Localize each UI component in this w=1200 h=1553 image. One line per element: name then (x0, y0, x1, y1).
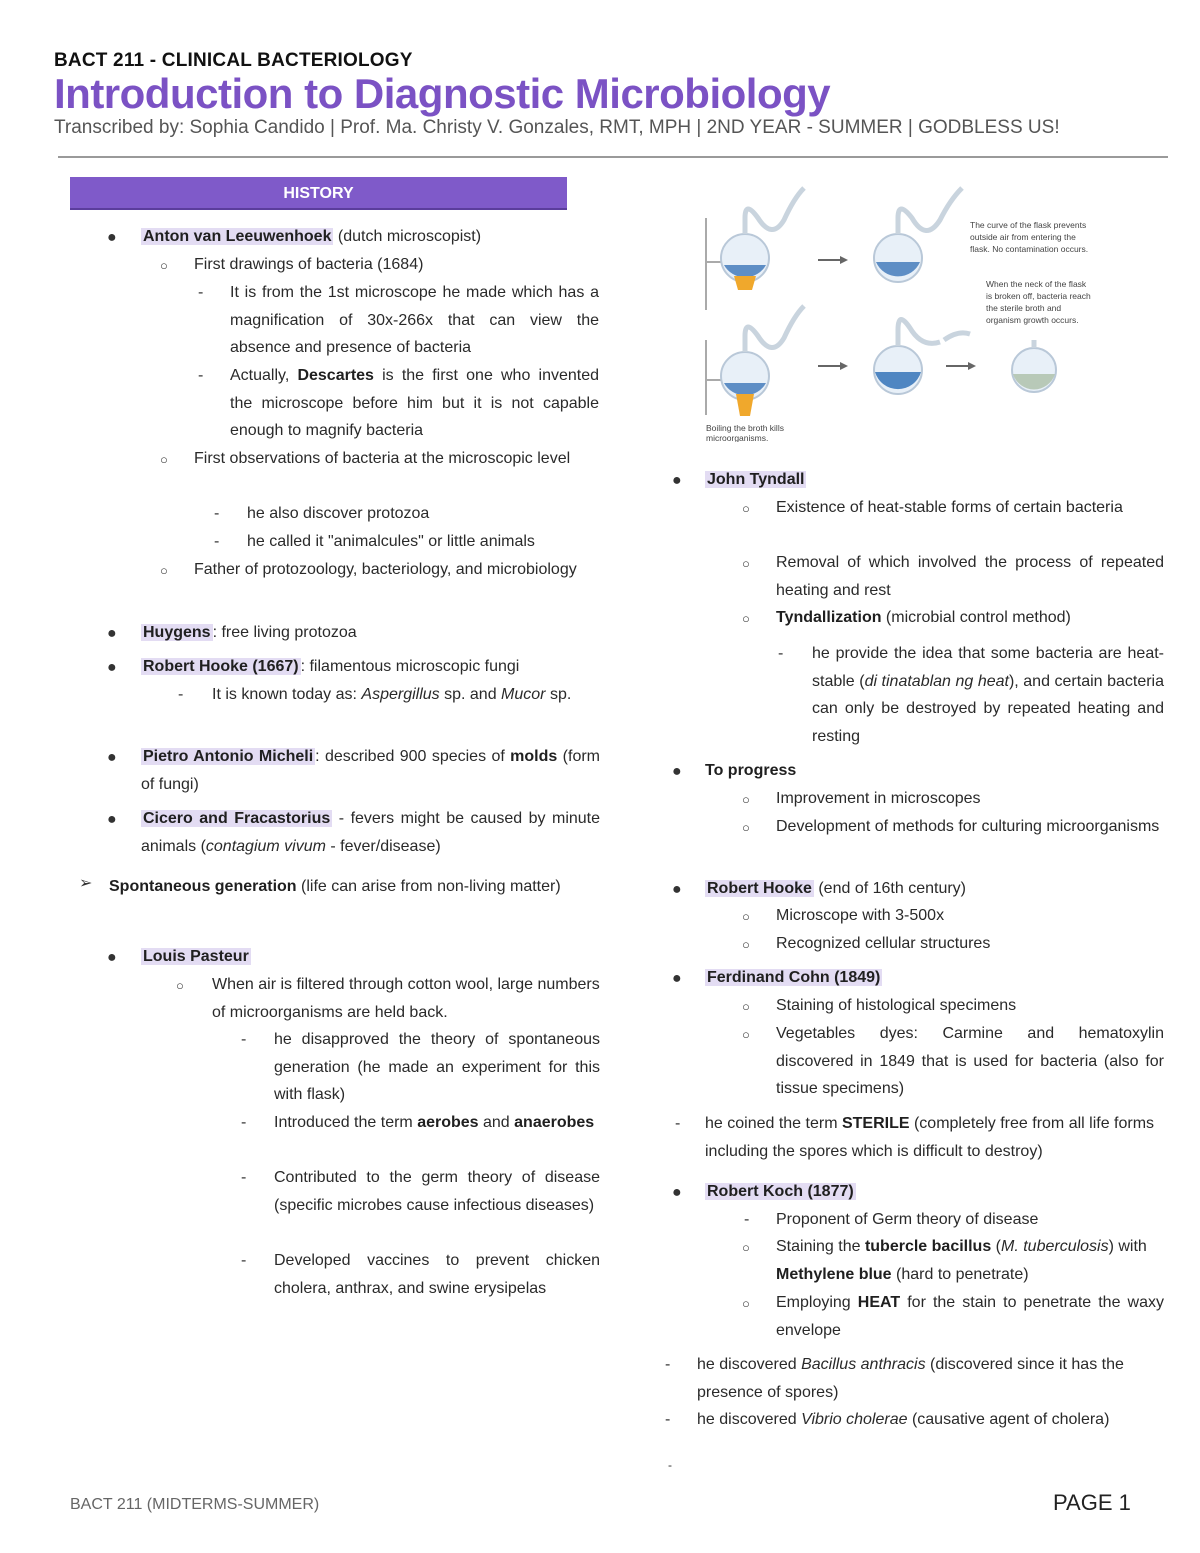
dash-icon: - (198, 284, 204, 301)
m-tuberculosis: M. tuberculosis (1001, 1238, 1109, 1255)
heat-word: HEAT (857, 1294, 901, 1311)
arrow-bullet-icon: ➢ (79, 875, 93, 892)
dash-icon: - (241, 1114, 247, 1131)
dash-icon: - (241, 1169, 247, 1186)
circle-bullet-icon: ○ (176, 978, 184, 993)
pasteur-flask-figure (700, 180, 1104, 442)
document-title: Introduction to Diagnostic Microbiology (54, 70, 831, 117)
leeuwenhoek-desc: (dutch microscopist) (333, 228, 482, 245)
tyndallization-term: Tyndallization (776, 609, 882, 626)
hooke2-desc: (end of 16th century) (813, 880, 966, 897)
hooke2-name: Robert Hooke (707, 880, 812, 897)
circle-bullet-icon: ○ (742, 792, 750, 807)
koch-name: Robert Koch (1877) (707, 1183, 854, 1200)
to-progress-title: To progress (705, 762, 797, 779)
dash-icon: - (665, 1411, 671, 1428)
leeuwenhoek-microscope: It is from the 1st microscope he made which has a magnification of 30x-266x that can view the absence and presence of bacteria (230, 284, 599, 356)
aerobes-pre: Introduced the term (274, 1114, 418, 1131)
figure-note-line: outside air from entering the (970, 232, 1076, 242)
circle-bullet-icon: ○ (742, 556, 750, 571)
sterile-word: STERILE (841, 1115, 910, 1132)
cicero-pre: - fevers might be caused by minute animals ( (141, 810, 601, 855)
tyndall-idea-tagalog: di tinatablan ng heat (864, 672, 1009, 690)
vibrio-cholerae: Vibrio cholerae (801, 1411, 908, 1428)
figure-note-line: flask. No contamination occurs. (970, 244, 1089, 254)
koch-stain-mid1: ( (991, 1238, 1001, 1255)
pasteur-name: Louis Pasteur (143, 948, 249, 965)
leeuwenhoek-item (141, 223, 601, 251)
figure-note-line: When the neck of the flask (986, 279, 1087, 289)
koch-stain-pre: Staining the (776, 1238, 865, 1255)
progress-culturing: Development of methods for culturing microorganisms (776, 818, 1160, 835)
transcriber-line: Transcribed by: Sophia Candido | Prof. Ma. Christy V. Gonzales, RMT, MPH | 2ND YEAR - SUMMER | GODBLESS US! (54, 117, 1060, 138)
bullet-icon: ● (107, 949, 117, 966)
sterile-post: (completely free from all life forms including the spores which is difficult to destroy) (705, 1115, 1155, 1160)
dash-icon: - (744, 1211, 750, 1228)
leeuwenhoek-name: Anton van Leeuwenhoek (143, 228, 332, 245)
cicero-name: Cicero and Fracastorius (143, 810, 331, 827)
micheli-name: Pietro Antonio Micheli (143, 748, 314, 765)
descartes-pre: Actually, (230, 367, 298, 384)
mucor: Mucor (501, 686, 546, 703)
figure-note-line: Boiling the broth kills (706, 423, 784, 433)
koch-stain-post: (hard to penetrate) (891, 1265, 1029, 1283)
circle-bullet-icon: ○ (742, 1296, 750, 1311)
figure-note-line: The curve of the flask prevents (970, 220, 1087, 230)
hooke-item (141, 653, 601, 681)
circle-bullet-icon: ○ (160, 258, 168, 273)
circle-bullet-icon: ○ (742, 611, 750, 626)
tyndall-removal: Removal of which involved the process of repeated heating and rest (776, 554, 1164, 599)
koch-germ-theory: Proponent of Germ theory of disease (776, 1211, 1039, 1228)
descartes-note (230, 362, 599, 445)
dash-icon: - (668, 1458, 672, 1472)
bacillus-anthracis: Bacillus anthracis (801, 1356, 926, 1373)
bullet-icon: ● (107, 625, 117, 642)
known-mid: sp. and (439, 686, 502, 703)
tyndall-item (705, 466, 1165, 494)
hooke2-cellular: Recognized cellular structures (776, 935, 991, 952)
cicero-item (141, 805, 600, 860)
circle-bullet-icon: ○ (742, 999, 750, 1014)
huygens-name: Huygens (143, 624, 211, 641)
huygens-desc: : free living protozoa (212, 624, 357, 641)
tyndall-name: John Tyndall (707, 471, 805, 488)
pasteur-item (141, 943, 601, 971)
dash-icon: - (241, 1031, 247, 1048)
hooke-known-today (212, 681, 600, 709)
sterile-term (705, 1110, 1165, 1165)
figure-note-line: organism growth occurs. (986, 315, 1079, 325)
circle-bullet-icon: ○ (742, 909, 750, 924)
pasteur-germ-theory: Contributed to the germ theory of disease (specific microbes cause infectious diseases) (274, 1169, 600, 1214)
figure-note-line: is broken off, bacteria reach (986, 291, 1091, 301)
cicero-post: - fever/disease) (325, 837, 441, 855)
hooke-name: Robert Hooke (1667) (143, 658, 299, 675)
tyndall-heat-stable: Existence of heat-stable forms of certain bacteria (776, 499, 1123, 516)
animalcules-note: he called it "animalcules" or little animals (247, 533, 535, 550)
bullet-icon: ● (672, 763, 682, 780)
dash-icon: - (778, 645, 784, 662)
footer-label: BACT 211 (MIDTERMS-SUMMER) (70, 1496, 320, 1513)
aspergillus: Aspergillus (361, 686, 440, 703)
spontaneous-rest: (life can arise from non-living matter) (296, 878, 561, 895)
huygens-item (141, 619, 601, 647)
cholerae-post: (causative agent of cholera) (907, 1411, 1110, 1428)
flask-row-1 (706, 188, 962, 310)
koch-anthracis (697, 1351, 1130, 1406)
dash-icon: - (214, 505, 220, 522)
molds: molds (510, 748, 558, 765)
circle-bullet-icon: ○ (160, 563, 168, 578)
aerobes-mid: and (478, 1114, 515, 1131)
dash-icon: - (665, 1356, 671, 1373)
bullet-icon: ● (107, 229, 117, 246)
section-header-history: HISTORY (70, 177, 567, 210)
page-number: PAGE 1 (1053, 1490, 1131, 1515)
circle-bullet-icon: ○ (742, 501, 750, 516)
descartes-post: is the first one who invented the microscope before him but it is not capable enough to magnify bacteria (230, 367, 600, 439)
progress-microscopes: Improvement in microscopes (776, 790, 981, 807)
pasteur-disapproved: he disapproved the theory of spontaneous generation (he made an experiment for this with flask) (274, 1031, 600, 1103)
sterile-pre: he coined the term (705, 1115, 842, 1132)
koch-heat-post: for the stain to penetrate the waxy envelope (776, 1294, 1164, 1339)
spontaneous-bold: Spontaneous generation (109, 878, 297, 895)
dash-icon: - (241, 1252, 247, 1269)
descartes-name: Descartes (297, 367, 374, 384)
micheli-pre: : described 900 species of (315, 748, 511, 765)
methylene-blue: Methylene blue (776, 1265, 892, 1283)
leeuwenhoek-drawings: First drawings of bacteria (1684) (194, 256, 424, 273)
hooke-desc: : filamentous microscopic fungi (300, 658, 520, 675)
course-code: BACT 211 - CLINICAL BACTERIOLOGY (54, 50, 413, 71)
koch-staining (776, 1233, 1166, 1288)
circle-bullet-icon: ○ (160, 452, 168, 467)
dash-icon: - (178, 686, 184, 703)
bullet-icon: ● (672, 970, 682, 987)
micheli-post: (form of fungi) (141, 748, 601, 793)
dash-icon: - (675, 1115, 681, 1132)
koch-cholerae (697, 1406, 1130, 1434)
micheli-item (141, 743, 600, 798)
cohn-name: Ferdinand Cohn (1849) (707, 969, 881, 986)
protozoa-note: he also discover protozoa (247, 505, 430, 522)
dash-icon: - (214, 533, 220, 550)
bullet-icon: ● (107, 749, 117, 766)
anaerobes: anaerobes (514, 1114, 595, 1131)
bullet-icon: ● (672, 881, 682, 898)
dash-icon: - (198, 367, 204, 384)
circle-bullet-icon: ○ (742, 937, 750, 952)
anthracis-pre: he discovered (697, 1356, 802, 1373)
flask-illustration (700, 180, 1104, 442)
leeuwenhoek-father: Father of protozoology, bacteriology, and microbiology (194, 561, 577, 578)
bullet-icon: ● (107, 811, 117, 828)
circle-bullet-icon: ○ (742, 1240, 750, 1255)
circle-bullet-icon: ○ (742, 820, 750, 835)
tyndallization (776, 604, 1164, 632)
koch-heat-pre: Employing (776, 1294, 858, 1311)
pasteur-air-filtered: When air is filtered through cotton wool, large numbers of microorganisms are held back. (212, 976, 600, 1021)
tyndall-idea-pre: he provide the idea that some bacteria are heat-stable ( (812, 645, 1164, 690)
contagium-vivum: contagium vivum (205, 837, 326, 855)
hooke2-item (705, 875, 1165, 903)
tyndallization-desc: (microbial control method) (881, 609, 1071, 626)
koch-stain-mid2: ) with (1108, 1238, 1147, 1255)
cohn-item (705, 964, 1165, 992)
known-post: sp. (545, 686, 572, 703)
figure-note-line: microorganisms. (706, 433, 769, 442)
circle-bullet-icon: ○ (742, 1027, 750, 1042)
cohn-staining: Staining of histological specimens (776, 997, 1017, 1014)
aerobes: aerobes (417, 1114, 479, 1131)
tubercle-bacillus: tubercle bacillus (864, 1238, 992, 1255)
spontaneous-generation (99, 873, 600, 901)
leeuwenhoek-observations: First observations of bacteria at the microscopic level (194, 450, 571, 467)
hooke2-microscope: Microscope with 3-500x (776, 907, 945, 924)
figure-note-line: the sterile broth and (986, 303, 1062, 313)
cholerae-pre: he discovered (697, 1411, 802, 1428)
koch-item (705, 1178, 1165, 1206)
bullet-icon: ● (672, 472, 682, 489)
tyndall-idea-post: ), and certain bacteria can only be destroyed by repeated heating and resting (812, 672, 1164, 745)
bullet-icon: ● (672, 1184, 682, 1201)
cohn-dyes: Vegetables dyes: Carmine and hematoxylin discovered in 1849 that is used for bacteria (also for tissue specimens) (776, 1025, 1164, 1097)
pasteur-aerobes (274, 1109, 600, 1137)
pasteur-vaccines: Developed vaccines to prevent chicken cholera, anthrax, and swine erysipelas (274, 1252, 600, 1297)
header-divider (58, 156, 1168, 158)
koch-heat (776, 1289, 1164, 1344)
anthracis-post: (discovered since it has the presence of spores) (697, 1356, 1124, 1401)
bullet-icon: ● (107, 659, 117, 676)
known-pre: It is known today as: (212, 686, 362, 703)
tyndall-idea (812, 640, 1164, 750)
